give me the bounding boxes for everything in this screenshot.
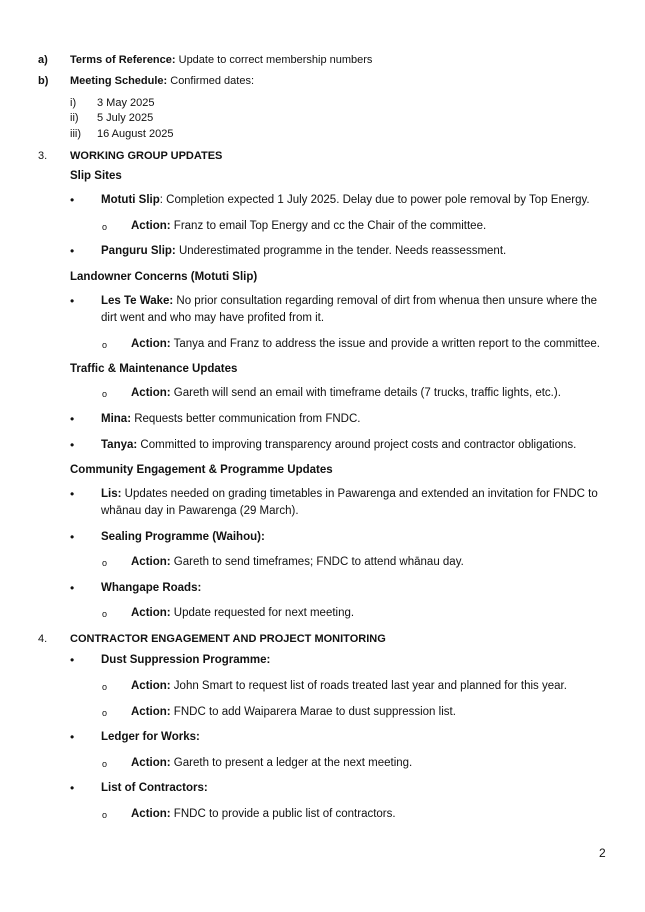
date-text: 3 May 2025 [97, 97, 155, 109]
section-number: 3. [38, 150, 48, 162]
date-text: 5 July 2025 [97, 112, 154, 124]
bullet-icon: • [70, 530, 75, 544]
item-b-text [70, 75, 254, 87]
sealing-action-line [131, 556, 464, 568]
date-text: 16 August 2025 [97, 128, 174, 140]
action-text: Update requested for next meeting. [170, 607, 355, 619]
whangape-action-line [131, 607, 354, 619]
page-number: 2 [599, 846, 606, 860]
item-marker: b) [38, 75, 49, 87]
panguru-slip-line [101, 245, 506, 257]
date-marker: i) [70, 97, 77, 109]
ledger-action-line [131, 757, 412, 769]
les-text: No prior consultation regarding removal of dirt from whenua then unsure where the [173, 295, 598, 307]
les-line-2: dirt went and who may have profited from it. [101, 312, 325, 324]
circle-bullet-icon: o [102, 340, 108, 350]
date-marker: iii) [70, 128, 81, 140]
circle-bullet-icon: o [102, 222, 108, 232]
action-text: Gareth will send an email with timeframe details (7 trucks, traffic lights, etc.). [170, 387, 561, 399]
action-label: Action: [131, 220, 171, 232]
date-marker: ii) [70, 112, 79, 124]
traffic-action-line [131, 387, 561, 399]
dust-action-2-line [131, 706, 456, 718]
action-label: Action: [131, 706, 171, 718]
circle-bullet-icon: o [102, 682, 108, 692]
panguru-text: Underestimated programme in the tender. Needs reassessment. [175, 245, 507, 257]
tanya-text: Committed to improving transparency around project costs and contractor obligations. [137, 439, 577, 451]
lis-text: Updates needed on grading timetables in Pawarenga and extended an invitation for FNDC to [121, 488, 598, 500]
item-label: Terms of Reference: [70, 54, 176, 66]
lis-line-2: whānau day in Pawarenga (29 March). [101, 505, 299, 517]
action-text: John Smart to request list of roads treated last year and planned for this year. [170, 680, 567, 692]
action-label: Action: [131, 387, 171, 399]
motuti-label: Motuti Slip [101, 194, 160, 206]
bullet-icon: • [70, 412, 75, 426]
motuti-slip-line [101, 194, 590, 206]
bullet-icon: • [70, 294, 75, 308]
tanya-line [101, 439, 576, 451]
item-b [38, 75, 48, 87]
whangape-label: Whangape Roads: [101, 582, 202, 594]
action-label: Action: [131, 556, 171, 568]
action-text: FNDC to add Waiparera Marae to dust suppression list. [170, 706, 456, 718]
circle-bullet-icon: o [102, 810, 108, 820]
subheading-slip-sites: Slip Sites [70, 170, 122, 182]
item-text: Confirmed dates: [167, 75, 255, 87]
action-text: FNDC to provide a public list of contractors. [170, 808, 396, 820]
mina-line [101, 413, 360, 425]
circle-bullet-icon: o [102, 759, 108, 769]
lis-line-1 [101, 488, 598, 500]
les-line-1 [101, 295, 597, 307]
ledger-label: Ledger for Works: [101, 731, 200, 743]
motuti-text: : Completion expected 1 July 2025. Delay due to power pole removal by Top Energy. [159, 194, 590, 206]
action-label: Action: [131, 680, 171, 692]
contractors-list-label: List of Contractors: [101, 782, 208, 794]
dust-label: Dust Suppression Programme: [101, 654, 271, 666]
bullet-icon: • [70, 581, 75, 595]
action-label: Action: [131, 808, 171, 820]
contractors-action-line [131, 808, 396, 820]
bullet-icon: • [70, 730, 75, 744]
bullet-icon: • [70, 487, 75, 501]
bullet-icon: • [70, 244, 75, 258]
mina-label: Mina: [101, 413, 132, 425]
bullet-icon: • [70, 193, 75, 207]
subheading-traffic: Traffic & Maintenance Updates [70, 363, 238, 375]
action-label: Action: [131, 338, 171, 350]
action-text: Gareth to send timeframes; FNDC to attend whānau day. [170, 556, 464, 568]
circle-bullet-icon: o [102, 389, 108, 399]
dust-action-1-line [131, 680, 567, 692]
section-number: 4. [38, 633, 48, 645]
panguru-label: Panguru Slip: [101, 245, 176, 257]
landowner-action-line [131, 338, 600, 350]
item-text: Update to correct membership numbers [175, 54, 373, 66]
item-a-text [70, 54, 372, 66]
circle-bullet-icon: o [102, 558, 108, 568]
mina-text: Requests better communication from FNDC. [131, 413, 361, 425]
action-text: Franz to email Top Energy and cc the Chair of the committee. [170, 220, 487, 232]
les-label: Les Te Wake: [101, 295, 174, 307]
section-title: CONTRACTOR ENGAGEMENT AND PROJECT MONITORING [70, 633, 386, 645]
subheading-community: Community Engagement & Programme Updates [70, 464, 333, 476]
motuti-action-line [131, 220, 486, 232]
bullet-icon: • [70, 438, 75, 452]
circle-bullet-icon: o [102, 609, 108, 619]
bullet-icon: • [70, 781, 75, 795]
action-label: Action: [131, 757, 171, 769]
lis-label: Lis: [101, 488, 122, 500]
tanya-label: Tanya: [101, 439, 138, 451]
sealing-label: Sealing Programme (Waihou): [101, 531, 265, 543]
action-text: Tanya and Franz to address the issue and provide a written report to the committee. [170, 338, 600, 350]
item-label: Meeting Schedule: [70, 75, 168, 87]
action-label: Action: [131, 607, 171, 619]
item-a [38, 54, 48, 66]
section-title: WORKING GROUP UPDATES [70, 150, 223, 162]
item-marker: a) [38, 54, 48, 66]
bullet-icon: • [70, 653, 75, 667]
subheading-landowner: Landowner Concerns (Motuti Slip) [70, 271, 258, 283]
action-text: Gareth to present a ledger at the next meeting. [170, 757, 413, 769]
circle-bullet-icon: o [102, 708, 108, 718]
